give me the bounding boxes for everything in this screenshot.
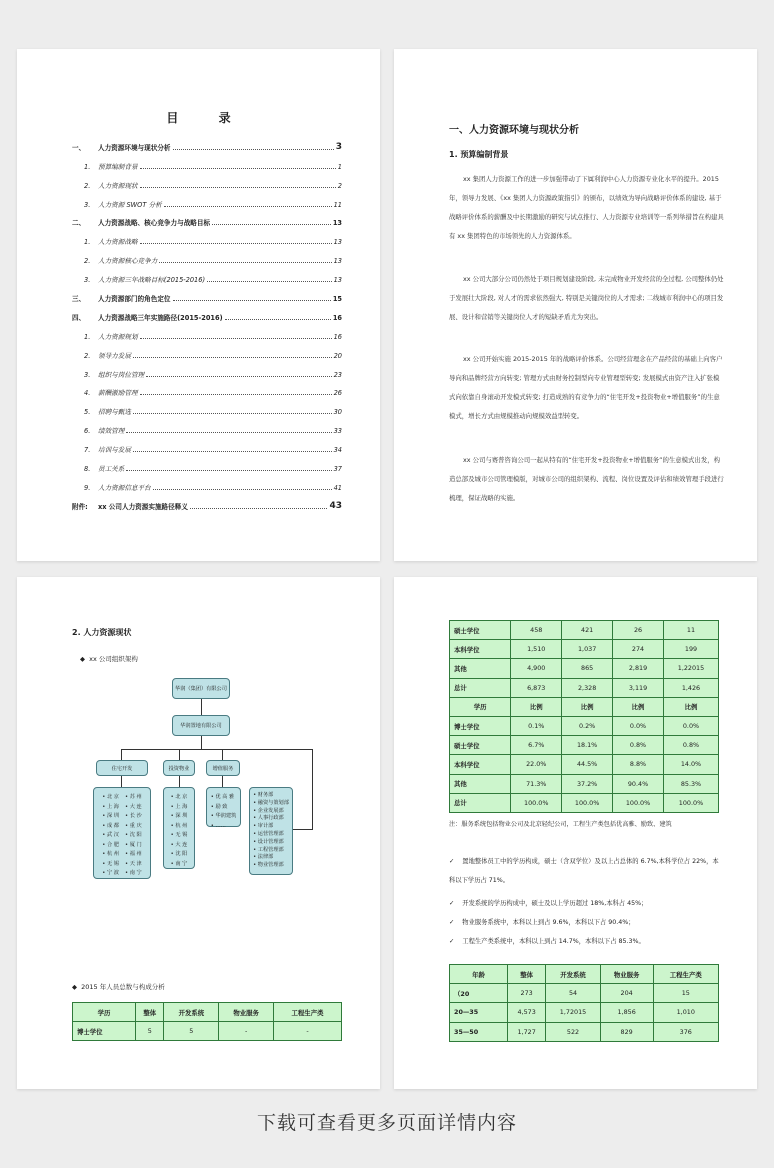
org-list-item: • 长 沙	[125, 813, 142, 819]
table-cell: 比例	[613, 697, 664, 716]
toc-number: 2.	[84, 181, 91, 190]
toc-page-number: 13	[333, 276, 342, 285]
table-cell: 376	[653, 1022, 718, 1041]
table-cell: 其他	[450, 659, 511, 678]
table-cell: 14.0%	[663, 755, 718, 774]
table-cell: 1,010	[653, 1003, 718, 1022]
toc-page-number: 23	[333, 370, 342, 379]
table-cell: 100.0%	[613, 793, 664, 812]
toc-row	[72, 227, 342, 246]
table-row	[450, 755, 719, 774]
table-cell: 11	[663, 621, 718, 640]
toc-page-number: 43	[329, 500, 342, 511]
table-cell: 博士学位	[73, 1022, 136, 1041]
toc-text: 人力资源三年战略目标(2015-2016)	[98, 276, 206, 285]
toc-row	[72, 265, 342, 284]
subsection-heading: 1. 预算编制背景	[449, 150, 509, 159]
table-cell: 15	[653, 984, 718, 1003]
table-row	[450, 774, 719, 793]
table-cell: -	[274, 1022, 342, 1041]
toc-page-number: 3	[335, 141, 342, 152]
org-box-services: 增值服务	[206, 760, 240, 776]
check-icon: ✓	[449, 919, 457, 926]
toc-text: 招聘与甄选	[98, 408, 131, 417]
toc-page-number: 13	[333, 257, 342, 266]
table-cell: 学历	[73, 1003, 136, 1022]
table-cell: 829	[600, 1022, 653, 1041]
toc-row	[72, 454, 342, 473]
toc-number: 二、	[72, 219, 86, 228]
check-icon: ✓	[449, 900, 457, 907]
subsection-heading: 2. 人力资源现状	[72, 628, 132, 637]
toc-text: 人力资源战略三年实施路径(2015-2016)	[98, 313, 223, 322]
org-list-item: • 审计部	[253, 823, 274, 830]
table-cell: （20	[450, 984, 508, 1003]
org-list-item: • 合 肥	[102, 841, 119, 848]
org-list-item: • 励 致	[210, 803, 228, 810]
toc-text: 组织与岗位管理	[98, 370, 145, 379]
table-cell: 比例	[562, 697, 613, 716]
table-cell: 90.4%	[613, 774, 664, 793]
bullet-org-label: xx 公司组织架构	[89, 655, 138, 663]
org-list-item: • 沈 阳	[170, 851, 188, 857]
toc-leader	[133, 413, 332, 414]
table-cell: 1,856	[600, 1003, 653, 1022]
bullet-org: ◆ xx 公司组织架构	[80, 655, 138, 663]
org-list-item: • 上 海	[170, 803, 188, 810]
org-list-item: • 企业发展部	[253, 807, 284, 814]
toc-number: 6.	[84, 427, 91, 436]
table-cell: 3,119	[613, 678, 664, 697]
toc-number: 附件:	[72, 502, 88, 511]
toc-page-number: 33	[333, 427, 342, 436]
toc-title: 目 录	[166, 111, 249, 125]
table-cell: 199	[663, 640, 718, 659]
table-cell: 总计	[450, 793, 511, 812]
table-cell: 35—50	[450, 1022, 508, 1041]
table-cell: 20—35	[450, 1003, 508, 1022]
table-cell: 硕士学位	[450, 621, 511, 640]
org-list-item: • 上 海	[102, 803, 119, 810]
table-cell: 0.8%	[613, 736, 664, 755]
toc-page-number: 30	[333, 408, 342, 417]
toc-text: 人力资源环境与现状分析	[98, 143, 171, 152]
analysis-page	[394, 577, 757, 1089]
paragraph-1: xx 集团人力资源工作的进一步加强带动了下属利润中心人力资源专业化水平的提升。2015 年，领导力发展、《xx 集团人力资源政策指引》的颁布，以绩效为导向战略评价体系的建设, 基于战略评价体系的薪酬及中长期激励的研究与试点推行、人力资源专业培训等一系列举措旨在构建具有 xx 集团特色的市场领先的人力资源体系。	[449, 175, 724, 240]
table-cell: 工程生产类	[274, 1003, 342, 1022]
table-cell: 1,22015	[663, 659, 718, 678]
org-box-company: 华润置地有限公司	[172, 715, 230, 736]
toc-text: 绩效管理	[98, 427, 125, 436]
section-heading: 一、人力资源环境与现状分析	[449, 125, 579, 136]
toc-page-number: 13	[333, 238, 342, 247]
table-cell: 37.2%	[562, 774, 613, 793]
table-cell: 1,037	[562, 640, 613, 659]
table-cell: 0.1%	[511, 716, 562, 735]
toc-page-number: 13	[332, 219, 342, 228]
table-cell: 54	[546, 984, 600, 1003]
table-row	[450, 984, 719, 1003]
table-cell: 0.2%	[562, 716, 613, 735]
table-cell: 273	[507, 984, 545, 1003]
footer-text: 下载可查看更多页面详情内容	[256, 1112, 517, 1134]
toc-text: xx 公司人力资源实施路径释义	[98, 502, 188, 511]
table-cell: 100.0%	[663, 793, 718, 812]
toc-page-number: 34	[333, 446, 342, 455]
org-list-item: • 重 庆	[125, 822, 142, 829]
toc-leader	[207, 281, 332, 282]
table-cell: 0.8%	[663, 736, 718, 755]
table-cell: 100.0%	[511, 793, 562, 812]
toc-number: 3.	[84, 276, 91, 285]
toc-row	[72, 435, 342, 454]
table-cell: 0.0%	[663, 716, 718, 735]
table-cell: 本科学位	[450, 755, 511, 774]
table-cell: 8.8%	[613, 755, 664, 774]
analysis-item: ✓ 置地整体员工中的学历构成，硕士（含双学位）及以上占总体的 6.7%,本科学位占 22%，本科以下学历占 71%。	[449, 858, 719, 884]
toc-text: 员工关系	[98, 465, 125, 474]
org-list-item: • 成 都	[102, 822, 119, 829]
check-icon: ✓	[449, 858, 457, 865]
table-cell: 年龄	[450, 965, 508, 984]
table-cell: 26	[613, 621, 664, 640]
background-page	[394, 49, 757, 561]
org-list-item: • 运营管理部	[253, 830, 284, 837]
status-page	[17, 577, 380, 1089]
toc-number: 2.	[84, 257, 91, 266]
toc-number: 8.	[84, 465, 91, 474]
table-cell: 421	[562, 621, 613, 640]
toc-text: 人力资源 SWOT 分析	[98, 200, 162, 209]
toc-number: 三、	[72, 295, 86, 304]
toc-number: 四、	[72, 313, 86, 322]
toc-page-number: 37	[333, 465, 342, 474]
toc-leader	[126, 432, 331, 433]
org-list-item: • 天 津	[125, 860, 142, 867]
org-list-item: • 财务部	[253, 792, 274, 798]
toc-row	[72, 152, 342, 171]
table-cell: 整体	[136, 1003, 164, 1022]
table-row	[450, 640, 719, 659]
table-cell: 2,328	[562, 678, 613, 697]
table-row	[450, 1022, 719, 1041]
toc-number: 2.	[84, 351, 91, 360]
org-list-item: • 深 圳	[102, 813, 119, 819]
table-cell: 274	[613, 640, 664, 659]
toc-row	[72, 473, 342, 492]
org-list-item: • 优 高 雅	[210, 794, 235, 800]
org-box-residential: 住宅开发	[96, 760, 148, 776]
org-list-item: • 杭 州	[102, 851, 119, 857]
org-list-item: • ……	[210, 822, 226, 829]
table-cell: 物业服务	[600, 965, 653, 984]
toc-row	[72, 341, 342, 360]
table-cell: 4,900	[511, 659, 562, 678]
toc-leader	[126, 470, 331, 471]
toc-number: 7.	[84, 446, 91, 455]
org-list-item: • 厦 门	[125, 841, 142, 848]
table-cell: 100.0%	[562, 793, 613, 812]
analysis-item: ✓ 工程生产类系统中，本科以上到占 14.7%，本科以下占 85.3%。	[449, 938, 645, 945]
toc-text: 薪酬激励管理	[98, 389, 138, 398]
toc-row	[72, 360, 342, 379]
toc-row	[72, 303, 342, 322]
org-list-item: • 物业管理部	[253, 862, 284, 869]
table-cell: -	[219, 1022, 274, 1041]
toc-row	[72, 284, 342, 303]
table-cell: 1,510	[511, 640, 562, 659]
table-cell: 开发系统	[546, 965, 600, 984]
table-cell: 6.7%	[511, 736, 562, 755]
toc-page-number: 20	[333, 351, 342, 360]
toc-text: 人力资源信息平台	[98, 483, 151, 492]
paragraph-3: xx 公司开始实施 2015-2015 年的战略评价体系。公司经营理念在产品经营的基础上向客户导向和品牌经营方向转变; 管理方式由财务控制型向专业管理型转变; 发展模式由资产注入扩张模式向依靠自身滚动开发模式转变; 打造成熟的有竞争力的“住宅开发+投资物业+增值服务”的生意模式，增长方式由规模推动向规模效益型转变。	[449, 355, 723, 420]
toc-row	[72, 379, 342, 398]
toc-row	[72, 416, 342, 435]
table-cell: 22.0%	[511, 755, 562, 774]
toc-row	[72, 492, 342, 511]
toc-row	[72, 246, 342, 265]
table-row	[450, 736, 719, 755]
toc-leader	[212, 224, 331, 225]
table-cell: 其他	[450, 774, 511, 793]
toc-text: 人力资源部门的角色定位	[98, 295, 171, 304]
paragraph-4: xx 公司与赛普咨询公司一起从特有的“住宅开发+投资物业+增值服务”的生意模式出发，构造总部及城市公司管理模版，对城市公司的组织架构、流程、岗位设置及评估和绩效管理手段进行梳理，保证战略的实施。	[449, 456, 724, 502]
analysis-item: ✓ 物业服务系统中，本科以上到占 9.6%，本科以下占 90.4%；	[449, 919, 635, 926]
table-cell: 总计	[450, 678, 511, 697]
table-cell: 1,72015	[546, 1003, 600, 1022]
table-cell: 整体	[507, 965, 545, 984]
toc-leader	[146, 376, 331, 377]
org-list-item: • 融资与策划部	[253, 799, 289, 806]
toc-leader	[159, 262, 331, 263]
toc-page-number: 16	[332, 313, 342, 322]
toc-row	[72, 190, 342, 209]
table-header-row	[450, 965, 719, 984]
org-list-residential-cities	[93, 787, 151, 879]
toc-text: 领导力发展	[98, 351, 131, 360]
toc-list	[72, 133, 342, 511]
table-cell: 204	[600, 984, 653, 1003]
table-cell: 学历	[450, 697, 511, 716]
toc-number: 3.	[84, 370, 91, 379]
education-table-continued	[449, 620, 719, 813]
table-cell: 44.5%	[562, 755, 613, 774]
analysis-item: ✓ 开发系统的学历构成中，硕士及以上学历超过 18%,本科占 45%；	[449, 900, 648, 907]
org-box-investment: 投资物业	[163, 760, 195, 776]
toc-page-number: 26	[333, 389, 342, 398]
toc-number: 4.	[84, 389, 91, 398]
toc-leader	[140, 187, 336, 188]
org-list-item: • 宁 波	[102, 870, 119, 876]
table-row	[450, 678, 719, 697]
toc-text: 人力资源规划	[98, 332, 138, 341]
table-row	[450, 697, 719, 716]
toc-page-number: 15	[332, 295, 342, 304]
toc-page-number: 16	[333, 332, 342, 341]
table-row	[450, 793, 719, 812]
toc-page-number: 41	[333, 483, 342, 492]
toc-number: 3.	[84, 200, 91, 209]
toc-leader	[140, 338, 332, 339]
toc-leader	[153, 489, 332, 490]
toc-row	[72, 397, 342, 416]
bullet-composition-label: 2015 年人员总数与构成分析	[81, 983, 165, 991]
toc-leader	[133, 357, 332, 358]
org-list-item: • 南 宁	[125, 870, 142, 876]
table-cell: 4,573	[507, 1003, 545, 1022]
org-list-item: • 无 锡	[102, 860, 119, 867]
toc-page-number: 2	[337, 181, 342, 190]
table-row	[450, 621, 719, 640]
toc-row	[72, 322, 342, 341]
org-list-item: • 华润建筑	[210, 813, 237, 819]
org-list-item: • 北 京	[170, 794, 188, 800]
toc-number: 5.	[84, 408, 91, 417]
table-cell: 71.3%	[511, 774, 562, 793]
org-list-item: • 杭 州	[170, 822, 188, 829]
org-list-item: • 北 京	[102, 794, 119, 800]
table-note: 注：服务系统包括物业公司及北京轻纪公司，工程生产类包括优高雅、励致、建筑	[449, 821, 672, 828]
toc-row	[72, 133, 342, 152]
toc-row	[72, 209, 342, 228]
org-list-item: • 苏 州	[125, 794, 142, 800]
table-cell: 工程生产类	[653, 965, 718, 984]
table-cell: 458	[511, 621, 562, 640]
org-list-investment-cities	[163, 787, 195, 869]
org-list-item: • 深 圳	[170, 813, 188, 819]
table-cell: 1,426	[663, 678, 718, 697]
toc-number: 1.	[84, 332, 91, 341]
table-cell: 5	[136, 1022, 164, 1041]
toc-number: 1.	[84, 162, 91, 171]
org-list-item: • 设计管理部	[253, 838, 284, 845]
org-list-item: • 大 连	[125, 803, 142, 810]
org-list-departments	[249, 787, 293, 875]
toc-leader	[173, 300, 331, 301]
table-cell: 开发系统	[164, 1003, 219, 1022]
table-cell: 18.1%	[562, 736, 613, 755]
toc-leader	[140, 394, 332, 395]
toc-leader	[140, 243, 332, 244]
toc-number: 一、	[72, 143, 86, 152]
org-box-group: 华润（集团）有限公司	[172, 678, 230, 699]
org-list-item: • 武 汉	[102, 832, 119, 838]
table-cell: 2,819	[613, 659, 664, 678]
toc-number: 1.	[84, 238, 91, 247]
toc-leader	[164, 206, 332, 207]
toc-leader	[140, 168, 336, 169]
toc-text: 预算编制背景	[98, 162, 138, 171]
toc-leader	[133, 451, 332, 452]
org-list-item: • 沈 阳	[125, 832, 142, 838]
org-list-item: • 工程管理部	[253, 846, 284, 853]
table-row	[450, 659, 719, 678]
table-cell: 522	[546, 1022, 600, 1041]
table-row	[450, 716, 719, 735]
paragraph-2: xx 公司大部分公司仍然处于项目规划建设阶段, 未完成物业开发经营的全过程, 公司整体仍处于发展壮大阶段, 对人才的需求依然强大, 特别是关键岗位的人才需求; 二线城市利润中心的项目发展、设计和营销等关键岗位人才的短缺矛盾尤为突出。	[449, 275, 724, 321]
org-list-service-companies	[206, 787, 241, 827]
toc-text: 人力资源战略、核心竞争力与战略目标	[98, 219, 211, 228]
toc-text: 人力资源现状	[98, 181, 138, 190]
table-cell: 865	[562, 659, 613, 678]
toc-page	[17, 49, 380, 561]
table-cell: 5	[164, 1022, 219, 1041]
check-icon: ✓	[449, 938, 457, 945]
org-list-item: • 无 锡	[170, 832, 188, 838]
table-cell: 博士学位	[450, 716, 511, 735]
education-table-start	[72, 1002, 342, 1041]
org-list-item: • 法律部	[253, 854, 274, 861]
org-list-item: • 大 连	[170, 841, 188, 848]
table-row	[450, 1003, 719, 1022]
toc-number: 9.	[84, 483, 91, 492]
org-list-item: • 福 州	[125, 851, 142, 857]
toc-leader	[173, 149, 334, 150]
org-list-item: • 人事行政部	[253, 815, 284, 822]
toc-page-number: 11	[333, 200, 342, 209]
table-cell: 85.3%	[663, 774, 718, 793]
age-table	[449, 964, 719, 1042]
table-cell: 6,873	[511, 678, 562, 697]
toc-leader	[190, 508, 328, 509]
table-cell: 比例	[511, 697, 562, 716]
toc-text: 培训与发展	[98, 446, 131, 455]
toc-leader	[225, 319, 331, 320]
toc-text: 人力资源核心竞争力	[98, 257, 158, 266]
toc-row	[72, 171, 342, 190]
toc-page-number: 1	[337, 162, 342, 171]
table-cell: 本科学位	[450, 640, 511, 659]
table-cell: 物业服务	[219, 1003, 274, 1022]
org-list-item: • 南 宁	[170, 860, 188, 867]
bullet-composition: ◆ 2015 年人员总数与构成分析	[72, 983, 165, 991]
table-cell: 0.0%	[613, 716, 664, 735]
table-cell: 比例	[663, 697, 718, 716]
table-cell: 硕士学位	[450, 736, 511, 755]
toc-text: 人力资源战略	[98, 238, 138, 247]
table-cell: 1,727	[507, 1022, 545, 1041]
